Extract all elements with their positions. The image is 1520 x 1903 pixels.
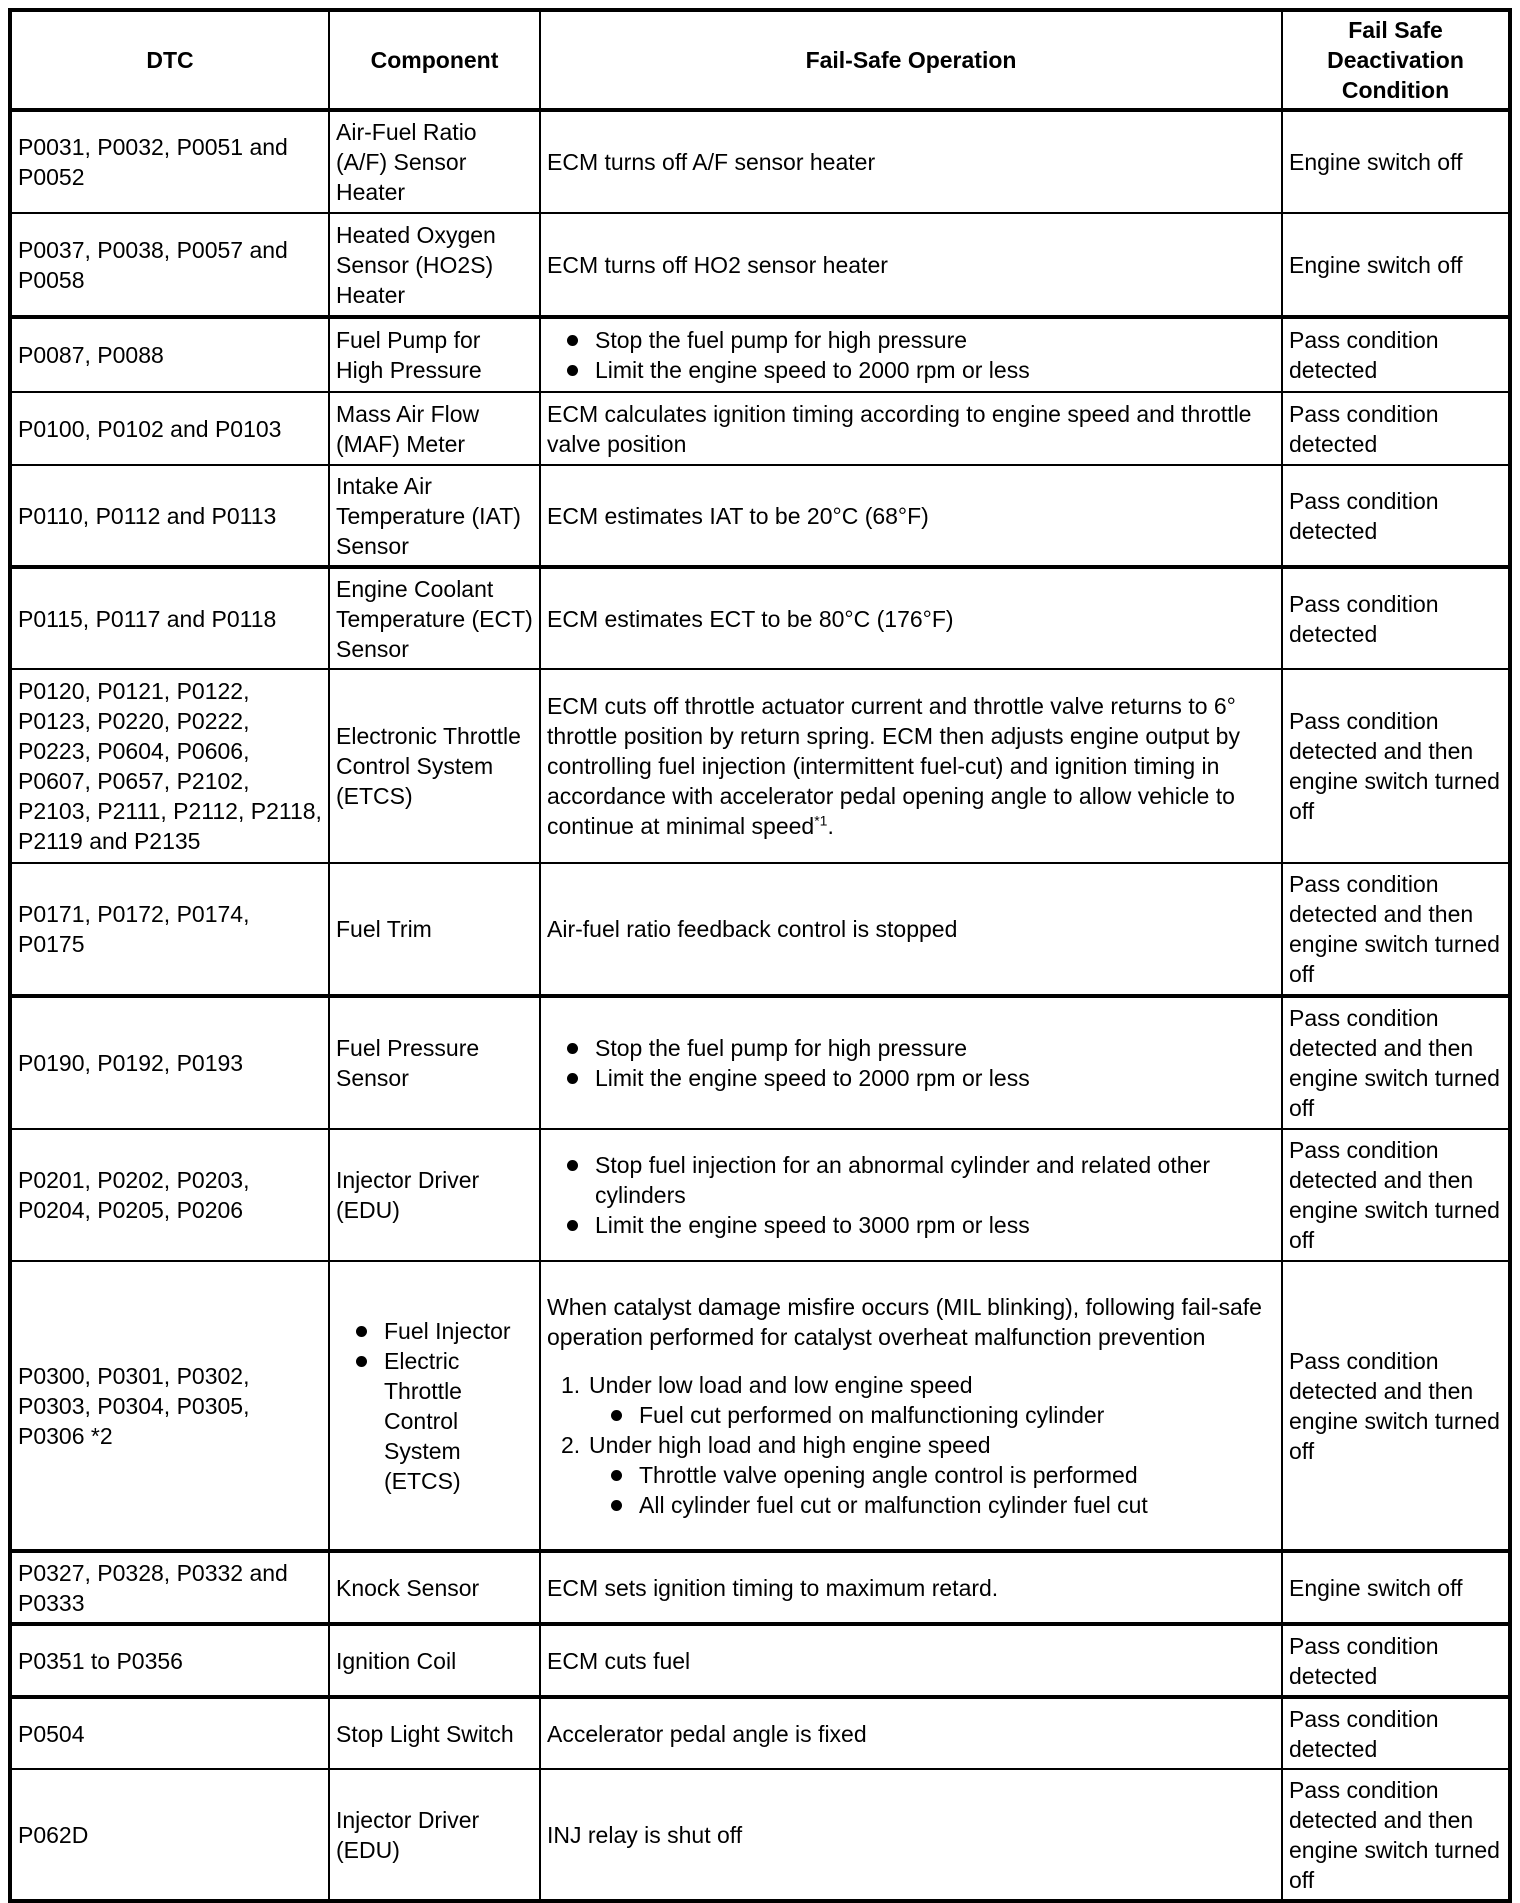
dtc-cell: P0327, P0328, P0332 and P0333 bbox=[10, 1551, 329, 1624]
table-row bbox=[10, 863, 1510, 996]
deactivation-cell: Engine switch off bbox=[1282, 213, 1510, 317]
operation-cell: ECM estimates ECT to be 80°C (176°F) bbox=[540, 567, 1282, 669]
footnote-ref: *1 bbox=[814, 812, 828, 829]
operation-cell: ECM estimates IAT to be 20°C (68°F) bbox=[540, 465, 1282, 567]
component-cell: Intake Air Temperature (IAT) Sensor bbox=[329, 465, 540, 567]
deactivation-cell: Engine switch off bbox=[1282, 110, 1510, 213]
table-row bbox=[10, 567, 1510, 669]
table-row bbox=[10, 213, 1510, 317]
operation-text: ECM cuts off throttle actuator current and throttle valve returns to 6° throttle position by return spring. ECM then adjusts engine output by controlling fuel injection (intermittent fuel-cut) and ignition timing in accordance with accelerator pedal opening angle to allow vehicle to continue at minimal speed bbox=[547, 693, 1240, 839]
bullet-item: Fuel Injector bbox=[356, 1316, 533, 1346]
component-cell: Fuel Pressure Sensor bbox=[329, 996, 540, 1129]
table-row bbox=[10, 1129, 1510, 1261]
dtc-cell: P0171, P0172, P0174, P0175 bbox=[10, 863, 329, 996]
component-cell: Knock Sensor bbox=[329, 1551, 540, 1624]
step-item bbox=[561, 1430, 1275, 1520]
component-cell: Fuel Trim bbox=[329, 863, 540, 996]
deactivation-cell: Pass condition detected bbox=[1282, 1624, 1510, 1697]
operation-cell: ECM sets ignition timing to maximum retard. bbox=[540, 1551, 1282, 1624]
component-cell: Ignition Coil bbox=[329, 1624, 540, 1697]
table-row bbox=[10, 1624, 1510, 1697]
component-cell bbox=[329, 1261, 540, 1551]
dtc-cell: P0031, P0032, P0051 and P0052 bbox=[10, 110, 329, 213]
table-row bbox=[10, 110, 1510, 213]
dtc-cell: P0120, P0121, P0122, P0123, P0220, P0222, P0223, P0604, P0606, P0607, P0657, P2102, P2103, P2111, P2112, P2118, P2119 and P2135 bbox=[10, 669, 329, 863]
operation-intro: When catalyst damage misfire occurs (MIL blinking), following fail-safe operation performed for catalyst overheat malfunction prevention bbox=[547, 1293, 1262, 1350]
bullet-item: Electric Throttle Control System (ETCS) bbox=[356, 1346, 533, 1496]
component-cell: Engine Coolant Temperature (ECT) Sensor bbox=[329, 567, 540, 669]
component-cell: Heated Oxygen Sensor (HO2S) Heater bbox=[329, 213, 540, 317]
deactivation-cell: Pass condition detected and then engine switch turned off bbox=[1282, 1261, 1510, 1551]
operation-cell: Air-fuel ratio feedback control is stopped bbox=[540, 863, 1282, 996]
component-cell: Mass Air Flow (MAF) Meter bbox=[329, 392, 540, 465]
step-label: Under low load and low engine speed bbox=[589, 1371, 973, 1398]
dtc-cell: P0100, P0102 and P0103 bbox=[10, 392, 329, 465]
operation-cell: Accelerator pedal angle is fixed bbox=[540, 1697, 1282, 1769]
table-row bbox=[10, 996, 1510, 1129]
dtc-cell: P062D bbox=[10, 1769, 329, 1901]
bullet-item: Fuel cut performed on malfunctioning cylinder bbox=[611, 1400, 1275, 1430]
dtc-cell: P0300, P0301, P0302, P0303, P0304, P0305, P0306 *2 bbox=[10, 1261, 329, 1551]
operation-cell bbox=[540, 317, 1282, 392]
deactivation-cell: Pass condition detected bbox=[1282, 465, 1510, 567]
deactivation-cell: Pass condition detected bbox=[1282, 1697, 1510, 1769]
component-cell: Fuel Pump for High Pressure bbox=[329, 317, 540, 392]
operation-cell: ECM turns off A/F sensor heater bbox=[540, 110, 1282, 213]
operation-bullet-list bbox=[547, 325, 1275, 385]
table-row bbox=[10, 1769, 1510, 1901]
dtc-cell: P0201, P0202, P0203, P0204, P0205, P0206 bbox=[10, 1129, 329, 1261]
header-dtc: DTC bbox=[10, 10, 329, 110]
operation-cell: ECM turns off HO2 sensor heater bbox=[540, 213, 1282, 317]
operation-cell bbox=[540, 669, 1282, 863]
step-bullet-list bbox=[589, 1400, 1275, 1430]
operation-cell bbox=[540, 996, 1282, 1129]
operation-cell: ECM cuts fuel bbox=[540, 1624, 1282, 1697]
bullet-item: Stop the fuel pump for high pressure bbox=[567, 1033, 1275, 1063]
table-row bbox=[10, 317, 1510, 392]
deactivation-cell: Pass condition detected bbox=[1282, 567, 1510, 669]
operation-end: . bbox=[827, 813, 834, 839]
deactivation-cell: Pass condition detected and then engine switch turned off bbox=[1282, 669, 1510, 863]
deactivation-cell: Pass condition detected bbox=[1282, 317, 1510, 392]
table-row bbox=[10, 1551, 1510, 1624]
bullet-item: All cylinder fuel cut or malfunction cylinder fuel cut bbox=[611, 1490, 1275, 1520]
deactivation-cell: Engine switch off bbox=[1282, 1551, 1510, 1624]
header-component: Component bbox=[329, 10, 540, 110]
table-row bbox=[10, 1261, 1510, 1551]
operation-cell: INJ relay is shut off bbox=[540, 1769, 1282, 1901]
deactivation-cell: Pass condition detected bbox=[1282, 392, 1510, 465]
dtc-cell: P0190, P0192, P0193 bbox=[10, 996, 329, 1129]
table-row bbox=[10, 669, 1510, 863]
component-cell: Stop Light Switch bbox=[329, 1697, 540, 1769]
dtc-cell: P0037, P0038, P0057 and P0058 bbox=[10, 213, 329, 317]
fail-safe-table bbox=[8, 8, 1512, 1903]
step-number: 1. bbox=[561, 1371, 581, 1398]
table-row bbox=[10, 1697, 1510, 1769]
bullet-item: Limit the engine speed to 2000 rpm or less bbox=[567, 355, 1275, 385]
bullet-item: Limit the engine speed to 2000 rpm or less bbox=[567, 1063, 1275, 1093]
component-cell: Air-Fuel Ratio (A/F) Sensor Heater bbox=[329, 110, 540, 213]
operation-cell bbox=[540, 1129, 1282, 1261]
bullet-item: Stop the fuel pump for high pressure bbox=[567, 325, 1275, 355]
dtc-cell: P0351 to P0356 bbox=[10, 1624, 329, 1697]
dtc-cell: P0504 bbox=[10, 1697, 329, 1769]
header-operation: Fail-Safe Operation bbox=[540, 10, 1282, 110]
operation-cell bbox=[540, 1261, 1282, 1551]
component-cell: Electronic Throttle Control System (ETCS) bbox=[329, 669, 540, 863]
step-label: Under high load and high engine speed bbox=[589, 1431, 991, 1458]
deactivation-cell: Pass condition detected and then engine switch turned off bbox=[1282, 863, 1510, 996]
deactivation-cell: Pass condition detected and then engine switch turned off bbox=[1282, 1769, 1510, 1901]
component-cell: Injector Driver (EDU) bbox=[329, 1129, 540, 1261]
header-deactivation: Fail Safe Deactivation Condition bbox=[1282, 10, 1510, 110]
bullet-item: Throttle valve opening angle control is performed bbox=[611, 1460, 1275, 1490]
operation-cell: ECM calculates ignition timing according to engine speed and throttle valve position bbox=[540, 392, 1282, 465]
table-row bbox=[10, 465, 1510, 567]
deactivation-cell: Pass condition detected and then engine switch turned off bbox=[1282, 1129, 1510, 1261]
step-number: 2. bbox=[561, 1431, 581, 1458]
table-header bbox=[10, 10, 1510, 110]
step-item bbox=[561, 1370, 1275, 1430]
dtc-cell: P0087, P0088 bbox=[10, 317, 329, 392]
deactivation-cell: Pass condition detected and then engine switch turned off bbox=[1282, 996, 1510, 1129]
operation-bullet-list bbox=[547, 1033, 1275, 1093]
step-bullet-list bbox=[589, 1460, 1275, 1520]
component-cell: Injector Driver (EDU) bbox=[329, 1769, 540, 1901]
bullet-item: Limit the engine speed to 3000 rpm or less bbox=[567, 1210, 1275, 1240]
dtc-cell: P0110, P0112 and P0113 bbox=[10, 465, 329, 567]
operation-bullet-list bbox=[547, 1150, 1275, 1240]
bullet-item: Stop fuel injection for an abnormal cylinder and related other cylinders bbox=[567, 1150, 1275, 1210]
table-row bbox=[10, 392, 1510, 465]
component-bullet-list bbox=[336, 1316, 533, 1496]
operation-steps bbox=[547, 1370, 1275, 1520]
dtc-cell: P0115, P0117 and P0118 bbox=[10, 567, 329, 669]
